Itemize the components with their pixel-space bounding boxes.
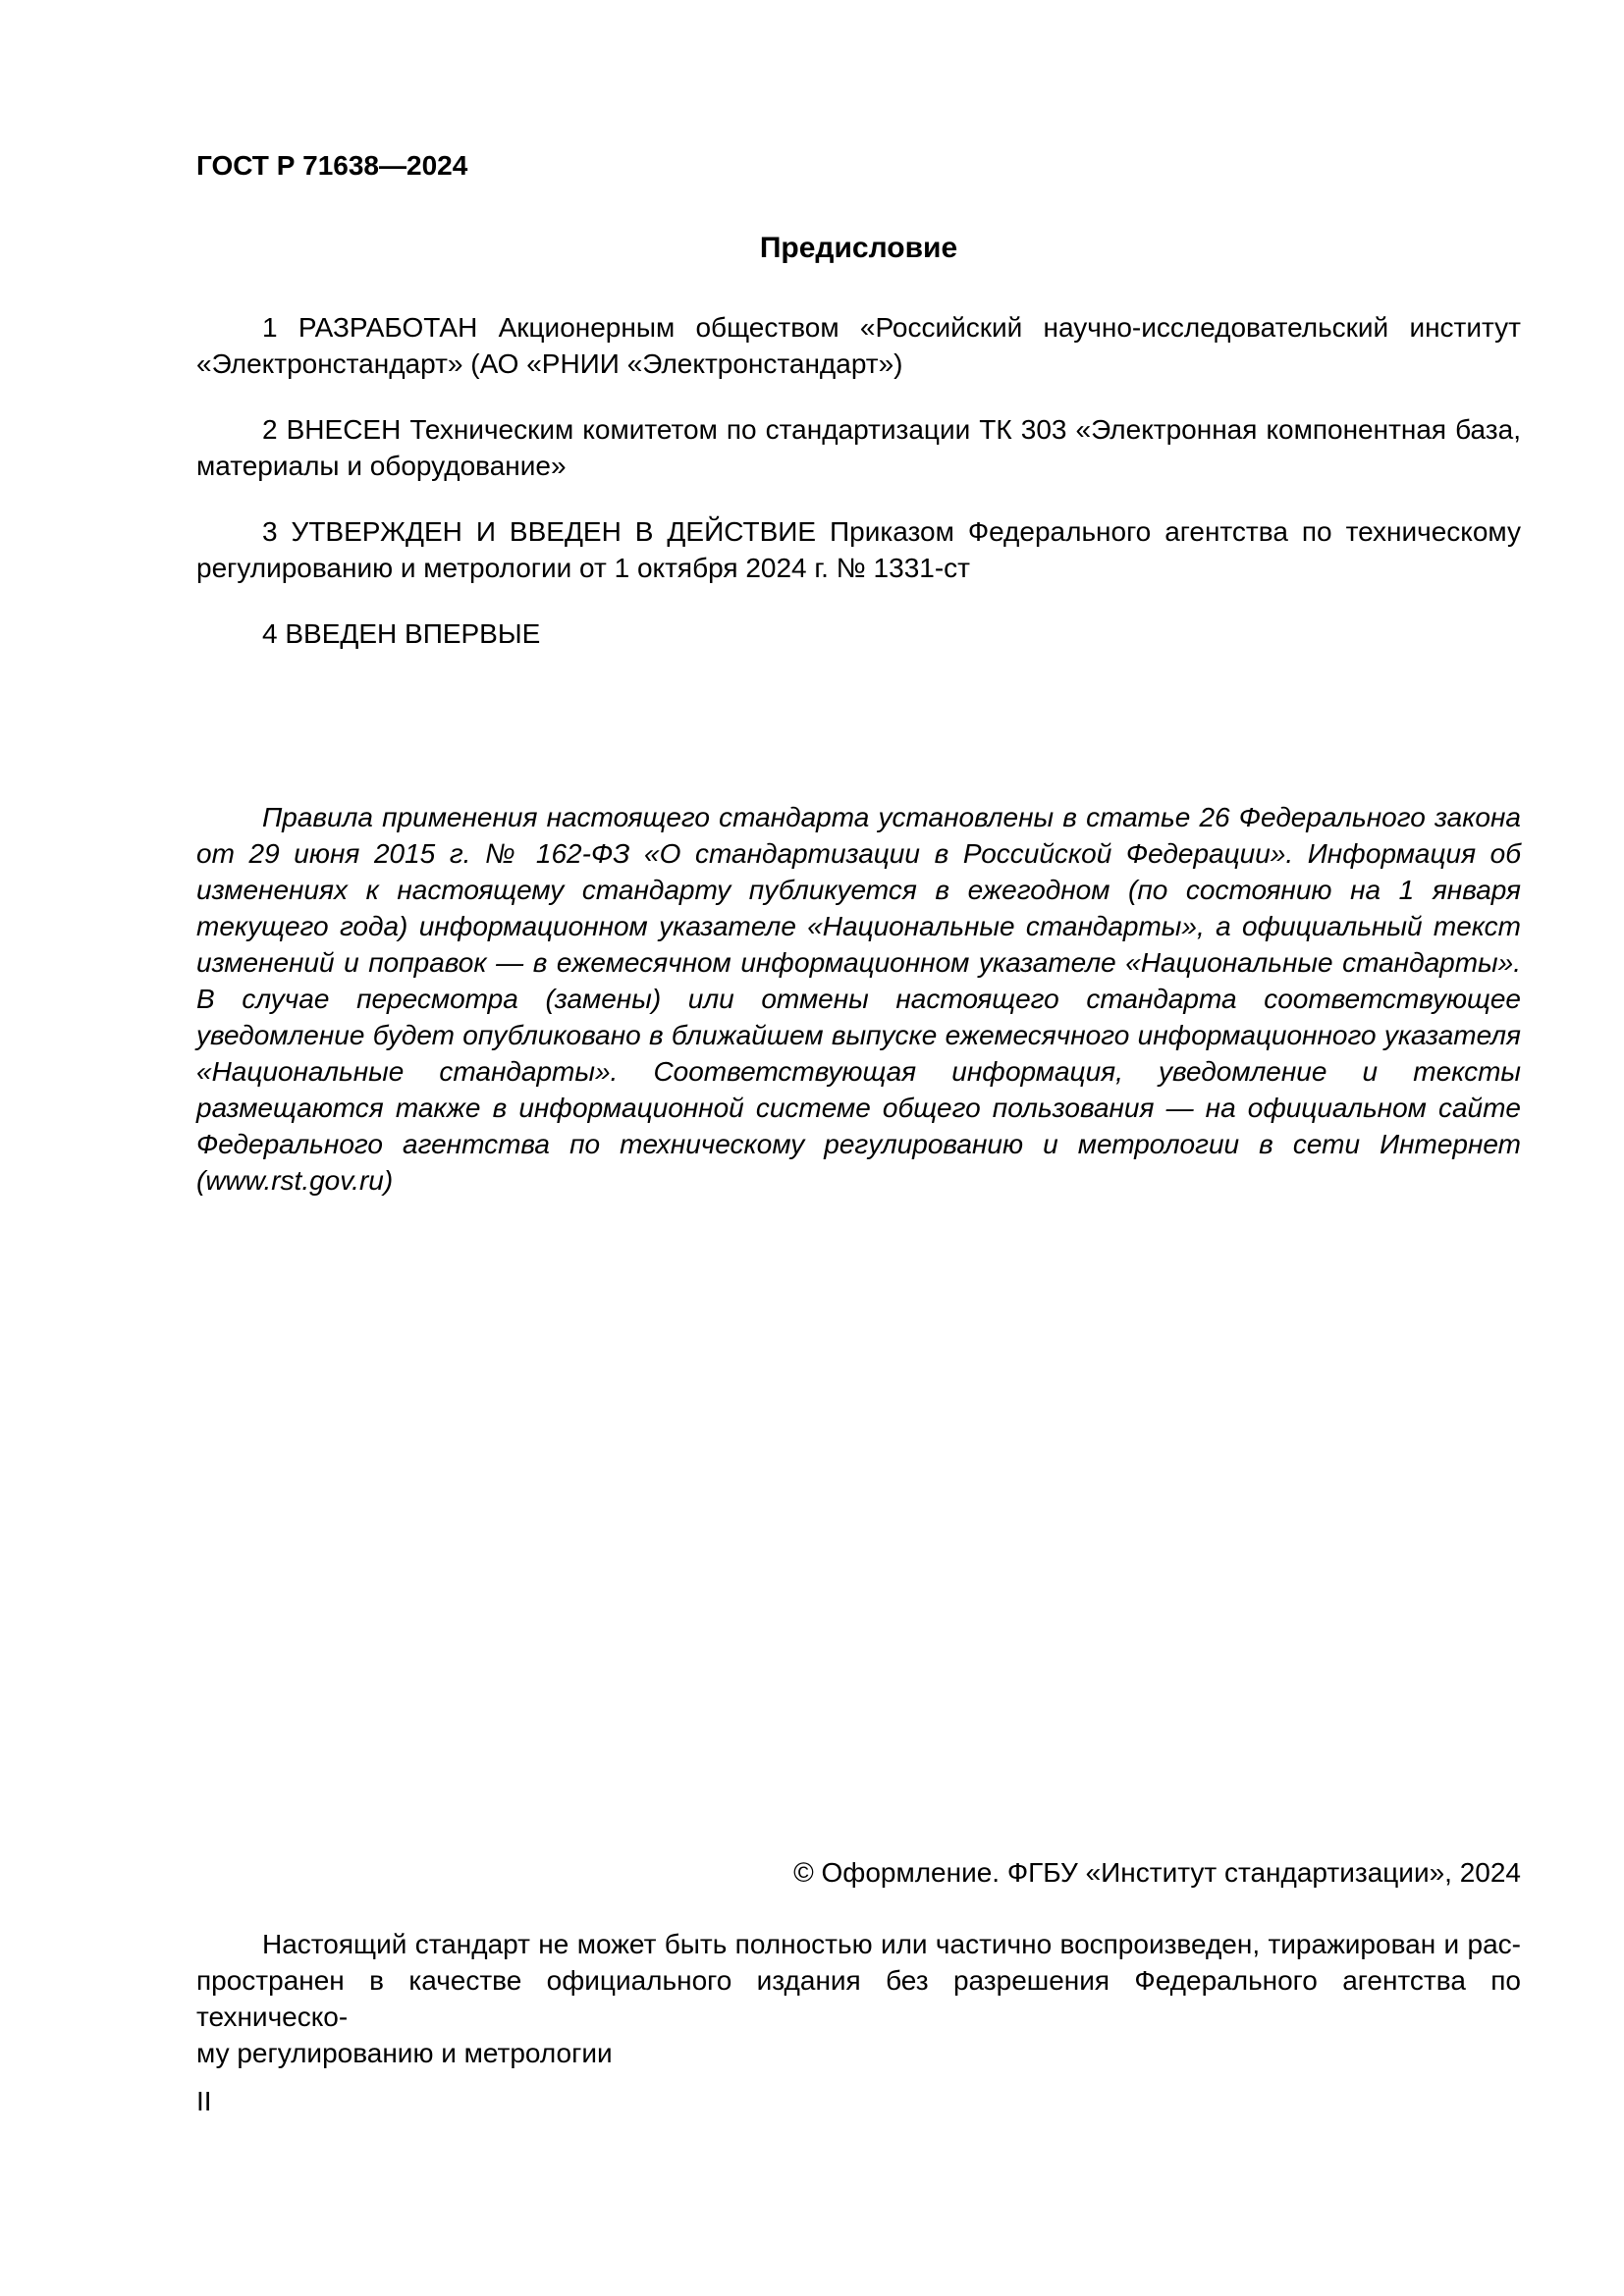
restriction-line: Настоящий стандарт не может быть полностью или частично воспроизведен, тиражирован и рас- — [262, 1929, 1521, 1959]
restriction-line: пространен в качестве официального издания без разрешения Федерального агентства по техническо- — [196, 1965, 1521, 2032]
foreword-item-submitted: 2 ВНЕСЕН Техническим комитетом по стандартизации ТК 303 «Электронная компонентная база, материалы и оборудование» — [196, 414, 1521, 481]
copyright-line: © Оформление. ФГБУ «Институт стандартизации», 2024 — [793, 1857, 1521, 1888]
document-code: ГОСТ Р 71638—2024 — [196, 150, 468, 181]
section-title: Предисловие — [759, 232, 958, 264]
application-rules-paragraph: Правила применения настоящего стандарта установлены в статье 26 Федерального закона от 29 июня 2015 г. № 162-ФЗ «О стандартизации в Российской Федерации». Информация об изменениях к настоящему стандарту публикуется в ежегодном (по состоянию на 1 января текущего года) информационном указателе «Национальные стандарты», а официальный текст изменений и поправок — в ежемесячном информационном указателе «Национальные стандарты». В случае пересмотра (замены) или отмены настоящего стандарта соответствующее уведомление будет опубликовано в ближайшем выпуске ежемесячного информационного указателя «Национальные стандарты». Соответствующая информация, уведомление и тексты размещаются также в информационной системе общего пользования — на официальном сайте Федерального агентства по техническому регулированию и метрологии в сети Интернет (www.rst.gov.ru) — [196, 802, 1521, 1196]
restriction-notice — [196, 1926, 1521, 2071]
foreword-item-approved: 3 УТВЕРЖДЕН И ВВЕДЕН В ДЕЙСТВИЕ Приказом Федерального агентства по техническому регулированию и метрологии от 1 октября 2024 г. № 1331-ст — [196, 516, 1521, 583]
page-number: II — [196, 2086, 212, 2116]
foreword-item-first-edition: 4 ВВЕДЕН ВПЕРВЫЕ — [262, 618, 541, 649]
foreword-item-developed: 1 РАЗРАБОТАН Акционерным обществом «Российский научно-исследовательский институт «Электронстандарт» (АО «РНИИ «Электронстандарт») — [196, 312, 1521, 379]
restriction-line: му регулированию и метрологии — [196, 2038, 613, 2068]
page-footer — [196, 1854, 1521, 2119]
